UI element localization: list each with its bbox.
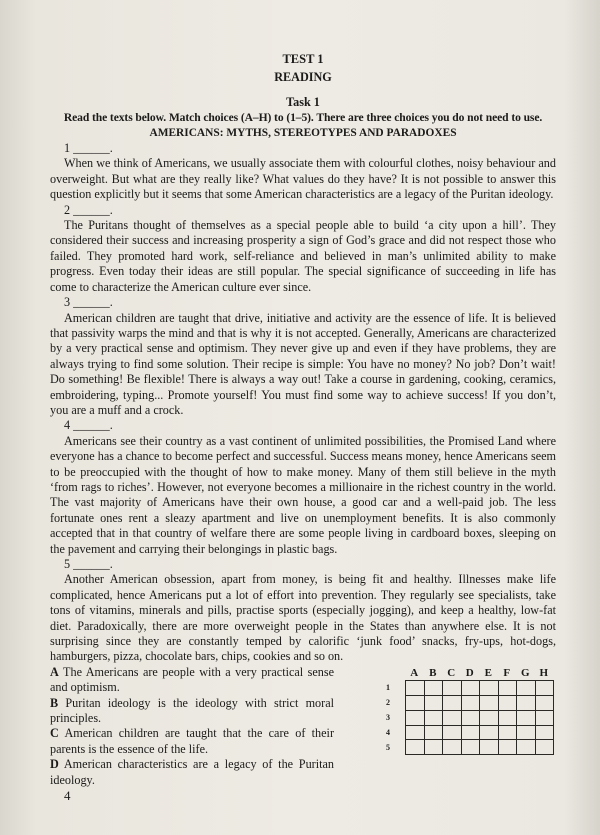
choice-item (50, 665, 334, 696)
grid-cell[interactable] (479, 725, 498, 740)
grid-cell[interactable] (461, 739, 480, 755)
choice-text: The Americans are people with a very practical sense and optimism. (50, 664, 334, 695)
grid-cell[interactable] (516, 695, 535, 710)
grid-cell[interactable] (516, 739, 535, 755)
grid-col-label: H (539, 666, 549, 679)
grid-cell[interactable] (498, 725, 517, 740)
grid-cell[interactable] (405, 739, 424, 755)
grid-cell[interactable] (479, 710, 498, 725)
grid-cell[interactable] (405, 725, 424, 740)
grid-cell[interactable] (405, 710, 424, 725)
choice-text: Puritan ideology is the ideology with strict moral principles. (50, 695, 334, 726)
grid-row (386, 740, 554, 755)
article-title: AMERICANS: MYTHS, STEREOTYPES AND PARADOXES (149, 126, 457, 139)
grid-cell[interactable] (535, 680, 555, 695)
grid-col-label: D (465, 666, 474, 679)
grid-cell[interactable] (498, 739, 517, 755)
choices-area (50, 665, 556, 788)
grid-cell[interactable] (442, 680, 461, 695)
grid-cell[interactable] (461, 710, 480, 725)
grid-cell[interactable] (405, 695, 424, 710)
grid-row (386, 725, 554, 740)
grid-cell[interactable] (535, 725, 555, 740)
paragraph (50, 418, 556, 557)
gap-label: 1 ______. (64, 141, 113, 156)
paragraph-text: The Puritans thought of themselves as a special people able to build ‘a city upon a hill’. They considered their success and increasing prosperity a sign of God’s grace and did not respect those who failed. They promoted hard work, self-reliance and believed in man’s unlimited ability to make progress. Even today their ideas are still popular. The special significance of succeeding in life has come to characterize the American culture ever since. (50, 218, 556, 294)
grid-cell[interactable] (516, 680, 535, 695)
grid-cell[interactable] (461, 725, 480, 740)
test-title: TEST 1 (282, 52, 324, 66)
choice-letter: A (50, 664, 59, 679)
gap-label: 4 ______. (64, 418, 113, 433)
grid-cell[interactable] (442, 710, 461, 725)
paragraph-text: American children are taught that drive, initiative and activity are the essence of life. It is believed that passivity warps the mind and that is why it is not accepted. Generally, Americans are characterized by a very practical sense and optimism. They never give up and even if they have problems, they are always trying to find some solution. Their recipe is simple: You have no money? No job? Don’t wait! Do something! Be flexible! There is always a way out! Take a course in gardening, cooking, ceramics, embroidering, typing... Promote yourself! You must find some way to achieve success! If you don’t, you are a muff and a crock. (50, 310, 556, 417)
grid-row (386, 680, 554, 695)
grid-cell[interactable] (535, 739, 555, 755)
paragraph (50, 295, 556, 418)
grid-col-label: C (447, 666, 456, 679)
grid-cell[interactable] (535, 710, 555, 725)
grid-row-label: 1 (386, 682, 390, 692)
grid-row-label: 2 (386, 697, 390, 707)
grid-cell[interactable] (442, 725, 461, 740)
paragraph-text: Americans see their country as a vast continent of unlimited possibilities, the Promised Land where everyone has a chance to become perfect and successful. Success means money, hence Americans seem to be preoccupied with the thought of how to make money. Many of them still believe in the myth ‘from rags to riches’. However, not everyone becomes a millionaire in the richest country in the world. The vast majority of Americans have their own house, a good car and a well-paid job. The less fortunate ones rent a sleazy apartment and live on unemployment benefits. It is also commonly accepted that in that country of welfare there are some people living in cardboard boxes, sleeping on the pavement and carrying their belongings in plastic bags. (50, 433, 556, 556)
choice-item (50, 726, 334, 757)
choice-letter: C (50, 726, 59, 741)
grid-col-label: A (410, 666, 419, 679)
section-heading: READING (274, 70, 332, 85)
choice-text: American children are taught that the care of their parents is the essence of the life. (50, 726, 334, 756)
grid-cell[interactable] (479, 739, 498, 755)
grid-cell[interactable] (424, 739, 443, 755)
grid-cell[interactable] (461, 695, 480, 710)
choice-letter: D (50, 757, 59, 772)
grid-row (386, 695, 554, 710)
grid-cell[interactable] (405, 680, 424, 695)
grid-cell[interactable] (479, 680, 498, 695)
grid-cell[interactable] (424, 710, 443, 725)
paragraph-text: Another American obsession, apart from money, is being fit and healthy. Illnesses make life complicated, hence Americans put a lot of effort into prevention. They regularly see specialists, take tons of vitamins, minerals and pills, practise sports (especially jogging), and keep a healthy, low-fat diet. Paradoxically, there are more overweight people in the States than anywhere else. It is not surprising since they are constantly temped by calorific ‘junk food’ snacks, fry-ups, hot-dogs, hamburgers, pizza, chocolate bars, chips, cookies and so on. (50, 572, 556, 664)
grid-cell[interactable] (461, 680, 480, 695)
paragraph (50, 141, 556, 203)
grid-col-label: B (429, 666, 437, 679)
choice-item (50, 696, 334, 727)
choice-letter: B (50, 695, 59, 710)
page (50, 52, 556, 788)
grid-col-label: F (503, 666, 511, 679)
grid-col-label: G (520, 666, 530, 679)
grid-cell[interactable] (498, 695, 517, 710)
choice-text: American characteristics are a legacy of the Puritan ideology. (50, 757, 335, 787)
gap-label: 2 ______. (64, 202, 113, 217)
grid-col-label: E (484, 666, 492, 679)
grid-cell[interactable] (479, 695, 498, 710)
grid-cell[interactable] (516, 710, 535, 725)
instruction: Read the texts below. Match choices (A–H) to (1–5). There are three choices you do not need to use. (63, 111, 543, 125)
grid-header (386, 667, 554, 680)
grid-cell[interactable] (498, 680, 517, 695)
grid-cell[interactable] (498, 710, 517, 725)
task-heading: Task 1 (286, 94, 320, 109)
grid-row-label: 3 (386, 712, 390, 722)
gap-label: 3 ______. (64, 295, 113, 310)
answer-grid (386, 667, 554, 755)
paragraph-text: When we think of Americans, we usually associate them with colourful clothes, noisy behaviour and overweight. But what are they really like? What values do they have? It is not possible to answer this question explicitly but it seems that some American characteristics are a legacy of the Puritan ideology. (50, 156, 556, 202)
grid-row-label: 4 (386, 727, 390, 737)
grid-cell[interactable] (516, 725, 535, 740)
grid-cell[interactable] (424, 725, 443, 740)
choice-item (50, 757, 334, 788)
grid-cell[interactable] (535, 695, 555, 710)
paragraph (50, 203, 556, 295)
grid-cell[interactable] (442, 695, 461, 710)
grid-cell[interactable] (424, 680, 443, 695)
grid-cell[interactable] (442, 739, 461, 755)
grid-row-label: 5 (386, 742, 390, 752)
grid-row (386, 710, 554, 725)
paragraph (50, 557, 556, 665)
choices-list (50, 665, 334, 788)
page-number: 4 (64, 788, 71, 803)
gap-label: 5 ______. (64, 557, 113, 571)
grid-cell[interactable] (424, 695, 443, 710)
